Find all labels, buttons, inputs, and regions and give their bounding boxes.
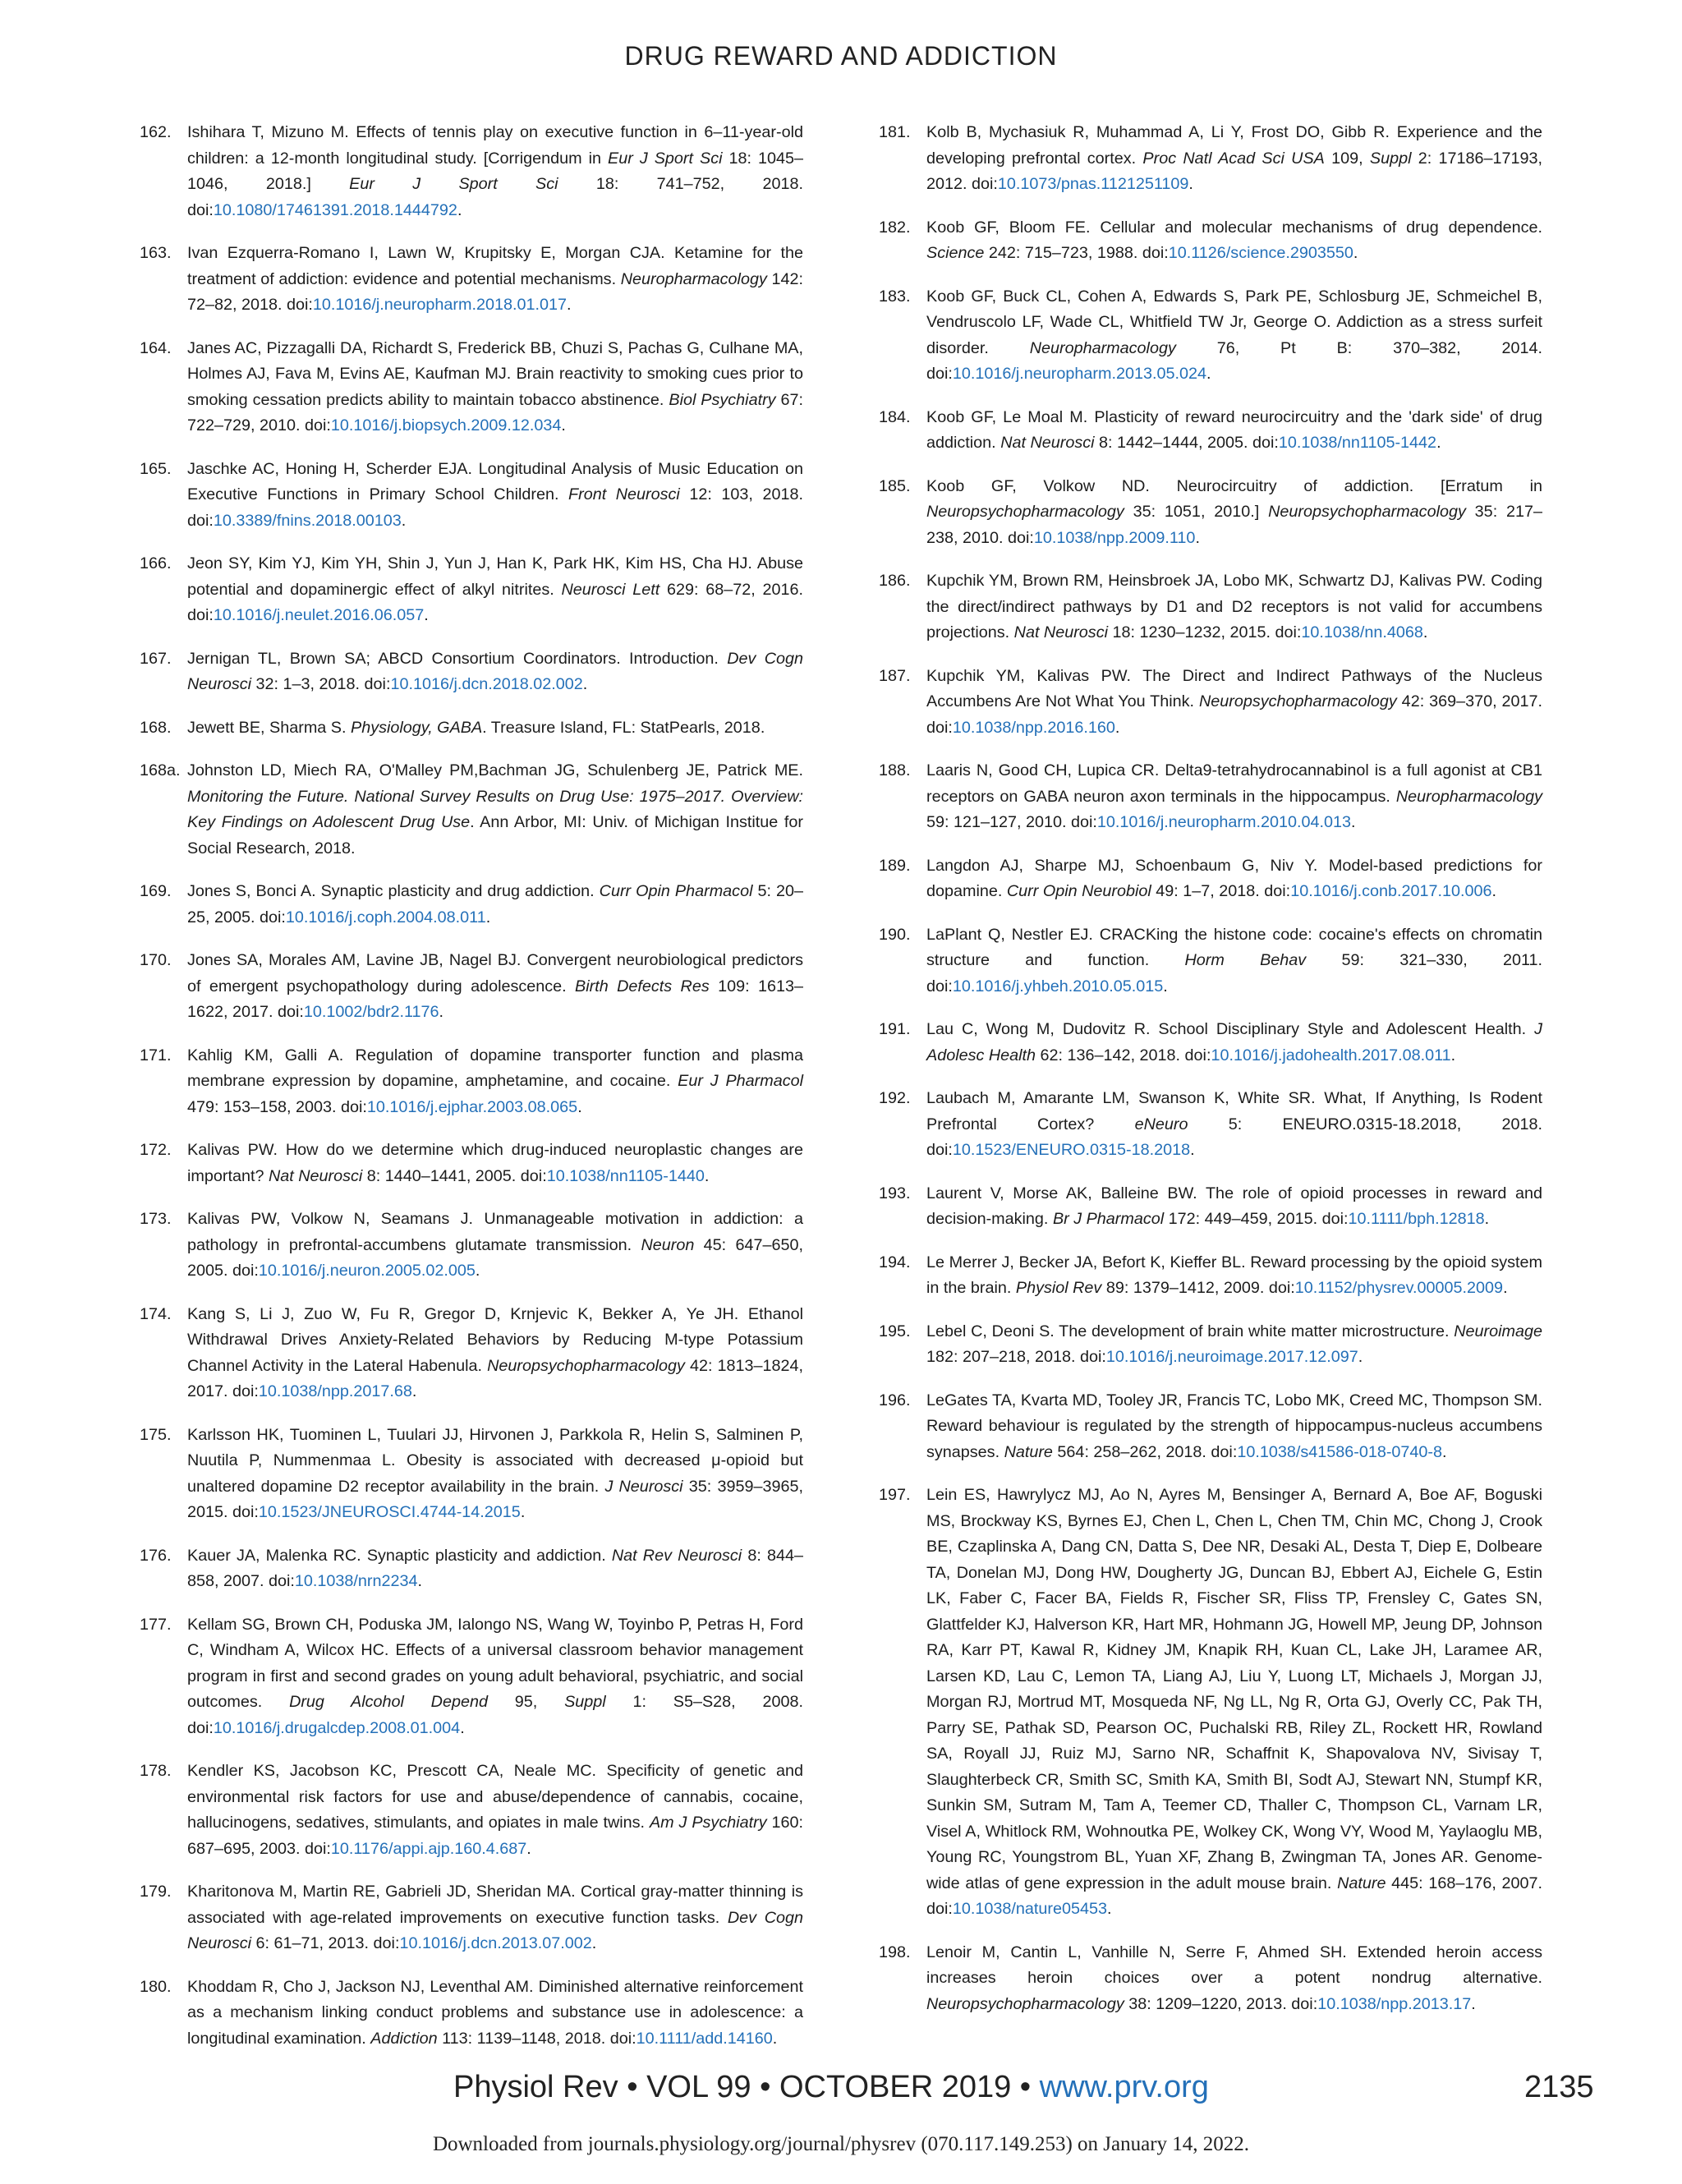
reference-text: . <box>591 1934 597 1952</box>
journal-volume: VOL 99 <box>646 2070 751 2104</box>
download-note: Downloaded from journals.physiology.org/journal/physrev (070.117.149.253) on January 14, 2022. <box>432 2133 1250 2155</box>
journal-title: Eur J Sport Sci <box>349 175 558 193</box>
doi-link[interactable]: 10.1016/j.yhbeh.2010.05.015 <box>952 977 1164 995</box>
doi-link[interactable]: 10.1111/add.14160 <box>636 2029 773 2048</box>
doi-link[interactable]: 10.1038/npp.2013.17 <box>1317 1994 1472 2013</box>
reference-entry <box>140 551 803 629</box>
reference-entry <box>140 1302 803 1405</box>
journal-title: Nat Neurosci <box>268 1166 363 1185</box>
reference-text: 5: ENEURO.0315-18.2018, 2018. doi: <box>926 1115 1542 1159</box>
reference-entry <box>879 1086 1542 1164</box>
journal-title: Physiol Rev <box>1015 1279 1102 1297</box>
reference-text: Khoddam R, Cho J, Jackson NJ, Leventhal AM. Diminished alternative reinforcement as a mechanism linking conduct problems and substance use in adolescence: a longitudinal examination. <box>187 1977 803 2048</box>
reference-entry <box>879 1319 1542 1371</box>
reference-number: 194. <box>879 1253 911 1271</box>
journal-title: Curr Opin Neurobiol <box>1006 882 1151 900</box>
doi-link[interactable]: 10.1523/JNEUROSCI.4744-14.2015 <box>258 1503 521 1521</box>
reference-text: 8: 1442–1444, 2005. doi: <box>1094 434 1279 452</box>
journal-title: Neuropsychopharmacology <box>487 1356 685 1375</box>
reference-text: Le Merrer J, Becker JA, Befort K, Kieffer BL. Reward processing by the opioid system in the brain. <box>926 1253 1542 1297</box>
doi-link[interactable]: 10.1038/npp.2017.68 <box>258 1382 412 1400</box>
doi-link[interactable]: 10.1016/j.ejphar.2003.08.065 <box>366 1097 578 1116</box>
reference-text: Janes AC, Pizzagalli DA, Richardt S, Frederick BB, Chuzi S, Pachas G, Culhane MA, Holmes AJ, Fava M, Evins AE, Kaufman MJ. Brain reactivity to smoking cues prior to smoking cessation predicts ability to maintain tobacco abstinence. <box>187 338 803 409</box>
reference-text: Kolb B, Mychasiuk R, Muhammad A, Li Y, Frost DO, Gibb R. Experience and the developing prefrontal cortex. <box>926 123 1542 168</box>
reference-entry <box>140 1543 803 1595</box>
reference-text: . <box>1436 434 1441 452</box>
doi-link[interactable]: 10.1016/j.neuropharm.2010.04.013 <box>1096 813 1351 831</box>
reference-number: 163. <box>140 244 172 262</box>
reference-text: Kalivas PW, Volkow N, Seamans J. Unmanageable motivation in addiction: a pathology in prefrontal-accumbens glutamate transmission. <box>187 1210 803 1254</box>
reference-entry <box>140 336 803 439</box>
doi-link[interactable]: 10.1038/nn1105-1442 <box>1278 434 1437 452</box>
doi-link[interactable]: 10.1016/j.conb.2017.10.006 <box>1290 882 1492 900</box>
reference-text: 182: 207–218, 2018. doi: <box>926 1348 1106 1366</box>
journal-title: Dev Cogn Neurosci <box>187 649 804 693</box>
reference-number: 192. <box>879 1089 911 1107</box>
reference-entry <box>140 1879 803 1957</box>
reference-number: 193. <box>879 1184 911 1202</box>
reference-text: 109: 1613–1622, 2017. doi: <box>187 977 803 1021</box>
reference-text: 59: 121–127, 2010. doi: <box>926 813 1097 831</box>
reference-entry <box>140 1138 803 1189</box>
reference-text: . <box>1206 365 1211 383</box>
reference-text: LeGates TA, Kvarta MD, Tooley JR, Francis TC, Lobo MK, Creed MC, Thompson SM. Reward behaviour is regulated by the strength of hippocampus-nucleus accumbens synapses. <box>926 1391 1542 1461</box>
reference-entry <box>140 715 803 742</box>
running-head: DRUG REWARD AND ADDICTION <box>624 41 1058 71</box>
reference-number: 183. <box>879 287 911 306</box>
reference-text: 242: 715–723, 1988. doi: <box>984 244 1169 262</box>
journal-title: Neuropsychopharmacology <box>1198 692 1397 710</box>
reference-entry <box>879 568 1542 646</box>
doi-link[interactable]: 10.1016/j.dcn.2018.02.002 <box>390 675 583 693</box>
journal-title: Curr Opin Pharmacol <box>599 882 753 900</box>
doi-link[interactable]: 10.1038/nn1105-1440 <box>546 1166 705 1185</box>
reference-text: . <box>1484 1210 1490 1228</box>
journal-title: Dev Cogn Neurosci <box>187 1908 804 1952</box>
reference-number: 164. <box>140 338 172 357</box>
reference-text: Lebel C, Deoni S. The development of brain white matter microstructure. <box>926 1322 1455 1340</box>
reference-entry <box>879 284 1542 388</box>
reference-entry <box>879 664 1542 742</box>
reference-text: 62: 136–142, 2018. doi: <box>1036 1046 1211 1064</box>
doi-link[interactable]: 10.1016/j.drugalcdep.2008.01.004 <box>213 1718 461 1737</box>
reference-number: 191. <box>879 1020 911 1038</box>
journal-title: Neuropharmacology <box>1029 338 1176 357</box>
reference-text: 160: 687–695, 2003. doi: <box>187 1814 804 1858</box>
doi-link[interactable]: 10.1073/pnas.1121251109 <box>997 175 1189 193</box>
reference-text: Koob GF, Buck CL, Cohen A, Edwards S, Park PE, Schlosburg JE, Schmeichel B, Vendruscolo LF, Wade CL, Whitfield TW Jr, George O. Addiction as a stress surfeit disorder. <box>926 287 1542 357</box>
reference-text: Langdon AJ, Sharpe MJ, Schoenbaum G, Niv Y. Model-based predictions for dopamine. <box>926 856 1542 900</box>
reference-entry <box>879 922 1542 1000</box>
reference-entry <box>879 1388 1542 1466</box>
journal-title: Physiology, GABA <box>351 718 483 737</box>
reference-text: Lau C, Wong M, Dudovitz R. School Disciplinary Style and Adolescent Health. <box>926 1020 1535 1038</box>
reference-text: . <box>1358 1348 1363 1366</box>
reference-text: . <box>526 1839 531 1858</box>
reference-number: 162. <box>140 123 172 141</box>
reference-text: . <box>704 1166 710 1185</box>
reference-text: 35: 3959–3965, 2015. doi: <box>187 1477 803 1521</box>
reference-number: 166. <box>140 554 172 572</box>
reference-number: 188. <box>879 761 911 779</box>
reference-text: . <box>1442 1442 1447 1461</box>
journal-title: Science <box>926 244 985 262</box>
reference-number: 172. <box>140 1141 172 1159</box>
reference-number: 187. <box>879 666 911 685</box>
reference-text: 479: 153–158, 2003. doi: <box>187 1097 367 1116</box>
reference-number: 195. <box>879 1322 911 1340</box>
journal-title: Br J Pharmacol <box>1052 1210 1165 1228</box>
reference-text: Kellam SG, Brown CH, Poduska JM, Ialongo NS, Wang W, Toyinbo P, Petras H, Ford C, Windham A, Wilcox HC. Effects of a universal classroom behavior management program in first and second grades on young adult behavioral, psychiatric, and social outcomes. <box>187 1615 803 1711</box>
journal-title: Drug Alcohol Depend <box>289 1693 488 1711</box>
reference-text: Laaris N, Good CH, Lupica CR. Delta9-tetrahydrocannabinol is a full agonist at CB1 receptors on GABA neuron axon terminals in the hippocampus. <box>926 761 1542 806</box>
reference-text: . <box>772 2029 778 2048</box>
reference-entry <box>140 1612 803 1742</box>
reference-entry <box>879 853 1542 905</box>
reference-text: 6: 61–71, 2013. doi: <box>251 1934 400 1952</box>
journal-title: Nature <box>1004 1442 1053 1461</box>
reference-text: . <box>439 1003 444 1021</box>
journal-title: eNeuro <box>1134 1115 1188 1133</box>
reference-number: 186. <box>879 572 911 590</box>
reference-text: Kupchik YM, Kalivas PW. The Direct and Indirect Pathways of the Nucleus Accumbens Are Not What You Think. <box>926 666 1542 710</box>
doi-link[interactable]: 10.1080/17461391.2018.1444792 <box>213 200 457 219</box>
reference-text: Ivan Ezquerra-Romano I, Lawn W, Krupitsky E, Morgan CJA. Ketamine for the treatment of addiction: evidence and potential mechanisms. <box>187 244 803 288</box>
journal-title: Horm Behav <box>1184 951 1307 969</box>
reference-text: 12: 103, 2018. doi: <box>187 485 803 530</box>
journal-title: Eur J Sport Sci <box>608 149 723 168</box>
journal-title: Neuroimage <box>1454 1322 1542 1340</box>
reference-number: 182. <box>879 218 911 237</box>
reference-text: . <box>1350 813 1356 831</box>
reference-number: 174. <box>140 1304 172 1323</box>
doi-link[interactable]: 10.1016/j.neuroimage.2017.12.097 <box>1105 1348 1358 1366</box>
reference-text: 5: 20–25, 2005. doi: <box>187 882 804 926</box>
doi-link[interactable]: 10.1038/nature05453 <box>952 1900 1108 1918</box>
doi-link[interactable]: 10.3389/fnins.2018.00103 <box>213 511 402 530</box>
reference-entry <box>140 1207 803 1285</box>
reference-text: 42: 369–370, 2017. doi: <box>926 692 1543 737</box>
reference-text: 95, <box>487 1693 565 1711</box>
reference-text: Jernigan TL, Brown SA; ABCD Consortium Coordinators. Introduction. <box>187 649 728 668</box>
reference-text: Karlsson HK, Tuominen L, Tuulari JJ, Hirvonen J, Parkkola R, Helin S, Salminen P, Nuutila P, Nummenmaa L. Obesity is associated with decreased μ-opioid but unaltered dopamine D2 receptor availability in the brain. <box>187 1425 803 1496</box>
reference-text: 113: 1139–1148, 2018. doi: <box>437 2029 636 2048</box>
doi-link[interactable]: 10.1016/j.neuropharm.2018.01.017 <box>312 296 567 314</box>
reference-text: Kahlig KM, Galli A. Regulation of dopamine transporter function and plasma membrane expression by dopamine, amphetamine, and cocaine. <box>187 1046 803 1090</box>
doi-link[interactable]: 10.1016/j.neuron.2005.02.005 <box>258 1262 476 1280</box>
reference-text: 42: 1813–1824, 2017. doi: <box>187 1356 804 1400</box>
journal-title: Neuropharmacology <box>620 269 767 288</box>
reference-number: 176. <box>140 1546 172 1565</box>
reference-text: 45: 647–650, 2005. doi: <box>187 1235 803 1280</box>
doi-link[interactable]: 10.1152/physrev.00005.2009 <box>1294 1279 1504 1297</box>
reference-text: Johnston LD, Miech RA, O'Malley PM,Bachman JG, Schulenberg JE, Patrick ME. <box>187 761 803 779</box>
reference-number: 169. <box>140 882 172 900</box>
doi-link[interactable]: 10.1176/appi.ajp.160.4.687 <box>330 1839 527 1858</box>
reference-text: . <box>1114 718 1120 737</box>
reference-text: Jones S, Bonci A. Synaptic plasticity and drug addiction. <box>187 882 600 900</box>
reference-text: . <box>561 416 566 435</box>
reference-text: . <box>1503 1279 1508 1297</box>
reference-text: 109, <box>1324 149 1370 168</box>
reference-text: . <box>417 1572 422 1590</box>
doi-link[interactable]: 10.1038/nrn2234 <box>294 1572 418 1590</box>
reference-text: Kalivas PW. How do we determine which drug-induced neuroplastic changes are important? <box>187 1141 803 1185</box>
reference-entry <box>879 405 1542 457</box>
reference-entry <box>140 1043 803 1121</box>
reference-entry <box>879 758 1542 836</box>
journal-title: Eur J Pharmacol <box>678 1072 803 1090</box>
reference-number: 181. <box>879 123 911 141</box>
reference-text: 18: 1045–1046, 2018.] <box>187 149 804 193</box>
reference-text: Lenoir M, Cantin L, Vanhille N, Serre F, Ahmed SH. Extended heroin access increases heroin choices over a potent nondrug alternative. <box>926 1943 1542 1987</box>
reference-text: Lein ES, Hawrylycz MJ, Ao N, Ayres M, Bensinger A, Bernard A, Boe AF, Boguski MS, Brockway KS, Byrnes EJ, Chen L, Chen L, Chen TM, Chin MC, Chong J, Crook BE, Czaplinska A, Dang CN, Datta S, Dee NR, Desaki AL, Desta T, Diep E, Dolbeare TA, Donelan MJ, Dong HW, Dougherty JG, Duncan BJ, Ebbert AJ, Eichele G, Estin LK, Faber C, Facer BA, Fields R, Fischer SR, Fliss TP, Frensley C, Gates SN, Glattfelder KJ, Halverson KR, Hart MR, Hohmann JG, Howell MP, Jeung DP, Johnson RA, Karr PT, Kawal R, Kidney JM, Knapik RH, Kuan CL, Lake JH, Laramee AR, Larsen KD, Lau C, Lemon TA, Liang AJ, Liu Y, Luong LT, Michaels J, Morgan JJ, Morgan RJ, Mortrud MT, Mosqueda NF, Ng LL, Ng R, Orta GJ, Overly CC, Pak TH, Parry SE, Pathak SD, Pearson OC, Puchalski RB, Riley ZL, Rockett HR, Rowland SA, Royall JJ, Ruiz MJ, Sarno NR, Schaffnit K, Shapovalova NV, Sivisay T, Slaughterbeck CR, Smith SC, Smith KA, Smith BI, Sodt AJ, Stewart NN, Stumpf KR, Sunkin SM, Sutram M, Tam A, Teemer CD, Thaller C, Thompson CL, Varnam LR, Visel A, Whitlock RM, Wohnoutka PE, Wolkey CK, Wong VY, Wood M, Yaylaoglu MB, Young RC, Youngstrom BL, Yuan XF, Zhang B, Zwingman TA, Jones AR. Genome-wide atlas of gene expression in the adult mouse brain. <box>926 1486 1542 1892</box>
journal-title: Am J Psychiatry <box>649 1814 767 1832</box>
reference-text: . <box>1188 175 1193 193</box>
doi-link[interactable]: 10.1016/j.coph.2004.08.011 <box>285 908 486 926</box>
doi-link[interactable]: 10.1038/s41586-018-0740-8 <box>1237 1442 1442 1461</box>
reference-entry <box>140 1975 803 2053</box>
doi-link[interactable]: 10.1038/npp.2009.110 <box>1033 528 1196 547</box>
reference-text: . <box>582 675 588 693</box>
journal-title: Biol Psychiatry <box>669 390 776 409</box>
reference-text: 2: 17186–17193, 2012. doi: <box>926 149 1543 193</box>
reference-entry <box>879 120 1542 198</box>
reference-text: 8: 1440–1441, 2005. doi: <box>362 1166 547 1185</box>
footer-separator: • <box>618 2070 647 2104</box>
reference-number: 165. <box>140 459 172 478</box>
journal-footer <box>453 2070 1209 2105</box>
journal-title: Suppl <box>564 1693 606 1711</box>
reference-text: Jaschke AC, Honing H, Scherder EJA. Longitudinal Analysis of Music Education on Executive Functions in Primary School Children. <box>187 459 803 503</box>
doi-link[interactable]: 10.1016/j.neuropharm.2013.05.024 <box>952 365 1206 383</box>
reference-entry <box>140 948 803 1026</box>
journal-title: J Adolesc Health <box>926 1020 1542 1064</box>
doi-link[interactable]: 10.1111/bph.12818 <box>1348 1210 1485 1228</box>
doi-link[interactable]: 10.1016/j.jadohealth.2017.08.011 <box>1211 1046 1451 1064</box>
reference-entry <box>879 1940 1542 2018</box>
journal-title: Neuron <box>641 1235 695 1254</box>
reference-number: 175. <box>140 1425 172 1444</box>
reference-number: 168a. <box>140 761 181 779</box>
journal-title: Monitoring the Future. National Survey Results on Drug Use: 1975–2017. Overview: Key Findings on Adolescent Drug Use <box>187 787 803 831</box>
reference-text: . <box>457 200 462 219</box>
reference-text: 32: 1–3, 2018. doi: <box>251 675 391 693</box>
reference-text: Jeon SY, Kim YJ, Kim YH, Shin J, Yun J, Han K, Park HK, Kim HS, Cha HJ. Abuse potential and dopaminergic effect of alkyl nitrites. <box>187 554 803 599</box>
doi-link[interactable]: 10.1126/science.2903550 <box>1168 244 1353 262</box>
doi-link[interactable]: 10.1523/ENEURO.0315-18.2018 <box>952 1141 1191 1159</box>
reference-number: 190. <box>879 925 911 944</box>
reference-number: 196. <box>879 1391 911 1409</box>
reference-text: 564: 258–262, 2018. doi: <box>1052 1442 1238 1461</box>
reference-number: 168. <box>140 718 172 737</box>
journal-title: Birth Defects Res <box>575 977 710 995</box>
reference-text: . <box>1163 977 1168 995</box>
reference-text: 35: 1051, 2010.] <box>1124 503 1269 521</box>
reference-text: . <box>1422 623 1428 641</box>
reference-text: . Treasure Island, FL: StatPearls, 2018. <box>482 718 765 737</box>
reference-text: 38: 1209–1220, 2013. doi: <box>1124 1994 1318 2013</box>
reference-number: 184. <box>879 407 911 426</box>
reference-text: . <box>1107 1900 1112 1918</box>
reference-text: 35: 217–238, 2010. doi: <box>926 503 1543 547</box>
reference-text: 18: 741–752, 2018. doi: <box>187 175 803 219</box>
reference-text: 629: 68–72, 2016. doi: <box>187 580 803 624</box>
journal-title: Nat Neurosci <box>1000 434 1095 452</box>
reference-text: 89: 1379–1412, 2009. doi: <box>1101 1279 1295 1297</box>
reference-number: 177. <box>140 1615 172 1634</box>
reference-number: 171. <box>140 1046 172 1064</box>
reference-text: Kendler KS, Jacobson KC, Prescott CA, Neale MC. Specificity of genetic and environmental risk factors for use and abuse/dependence of cannabis, cocaine, hallucinogens, sedatives, stimulants, and opiates in male twins. <box>187 1762 803 1832</box>
reference-text: . <box>1195 528 1200 547</box>
reference-number: 173. <box>140 1210 172 1228</box>
reference-text: . <box>520 1503 526 1521</box>
reference-text: . <box>1450 1046 1456 1064</box>
reference-text: Kauer JA, Malenka RC. Synaptic plasticity and addiction. <box>187 1546 612 1565</box>
reference-text: . <box>424 606 429 624</box>
reference-text: 1: S5–S28, 2008. doi: <box>187 1693 803 1737</box>
journal-name: Physiol Rev <box>453 2070 618 2104</box>
journal-title: Addiction <box>370 2029 438 2048</box>
doi-link[interactable]: 10.1038/npp.2016.160 <box>952 718 1115 737</box>
reference-number: 170. <box>140 951 172 969</box>
reference-number: 197. <box>879 1486 911 1504</box>
reference-number: 198. <box>879 1943 911 1961</box>
reference-entry <box>879 1483 1542 1923</box>
doi-link[interactable]: 10.1016/j.dcn.2013.07.002 <box>399 1934 592 1952</box>
reference-text: . <box>475 1262 480 1280</box>
reference-text: Kupchik YM, Brown RM, Heinsbroek JA, Lobo MK, Schwartz DJ, Kalivas PW. Coding the direct/indirect pathways by D1 and D2 receptors is not valid for accumbens projections. <box>926 572 1542 641</box>
journal-title: Neurosci Lett <box>561 580 660 599</box>
reference-text: . <box>1190 1141 1195 1159</box>
reference-entry <box>140 1423 803 1526</box>
reference-entry <box>140 457 803 535</box>
page-number: 2135 <box>1524 2070 1594 2104</box>
reference-number: 189. <box>879 856 911 875</box>
reference-text: Jewett BE, Sharma S. <box>187 718 351 737</box>
reference-text: . <box>485 908 491 926</box>
reference-text: . <box>411 1382 417 1400</box>
reference-number: 167. <box>140 649 172 668</box>
reference-text: 67: 722–729, 2010. doi: <box>187 390 803 435</box>
reference-number: 178. <box>140 1762 172 1780</box>
journal-title: Proc Natl Acad Sci USA <box>1142 149 1325 168</box>
reference-entry <box>140 646 803 698</box>
reference-number: 185. <box>879 476 911 495</box>
reference-text: . <box>1353 244 1358 262</box>
reference-text: Ishihara T, Mizuno M. Effects of tennis play on executive function in 6–11-year-old children: a 12-month longitudinal study. [Corrigendum in <box>187 123 803 168</box>
reference-entry <box>879 1250 1542 1302</box>
reference-text: Koob GF, Le Moal M. Plasticity of reward neurocircuitry and the 'dark side' of drug addiction. <box>926 407 1542 452</box>
reference-number: 180. <box>140 1977 172 1996</box>
reference-text: . <box>1491 882 1496 900</box>
reference-text: Laubach M, Amarante LM, Swanson K, White SR. What, If Anything, Is Rodent Prefrontal Cortex? <box>926 1089 1542 1133</box>
journal-title: Neuropharmacology <box>1395 787 1542 806</box>
doi-link[interactable]: 10.1016/j.biopsych.2009.12.034 <box>330 416 562 435</box>
reference-entry <box>140 1759 803 1862</box>
reference-number: 179. <box>140 1883 172 1901</box>
reference-text: . <box>577 1097 582 1116</box>
reference-text: 18: 1230–1232, 2015. doi: <box>1108 623 1302 641</box>
doi-link[interactable]: 10.1038/nn.4068 <box>1301 623 1423 641</box>
reference-text: 59: 321–330, 2011. doi: <box>926 951 1542 995</box>
reference-column-right <box>879 120 1542 2035</box>
footer-separator: • <box>1011 2070 1040 2104</box>
reference-text: . <box>1471 1994 1476 2013</box>
reference-text: Koob GF, Volkow ND. Neurocircuitry of addiction. [Erratum in <box>926 476 1542 495</box>
reference-entry <box>140 120 803 223</box>
reference-entry <box>879 215 1542 267</box>
reference-entry <box>879 1181 1542 1233</box>
reference-entry <box>140 879 803 931</box>
reference-text: 49: 1–7, 2018. doi: <box>1151 882 1291 900</box>
reference-text: 142: 72–82, 2018. doi: <box>187 269 803 314</box>
journal-title: Front Neurosci <box>568 485 680 503</box>
reference-text: Jones SA, Morales AM, Lavine JB, Nagel BJ. Convergent neurobiological predictors of emergent psychopathology during adolescence. <box>187 951 803 995</box>
reference-column-left <box>140 120 803 2069</box>
reference-entry <box>879 474 1542 552</box>
reference-text: . <box>401 511 407 530</box>
journal-title: Neuropsychopharmacology <box>1268 503 1466 521</box>
reference-text: . <box>460 1718 465 1737</box>
journal-title: Neuropsychopharmacology <box>926 503 1124 521</box>
reference-text: 8: 844–858, 2007. doi: <box>187 1546 803 1590</box>
reference-text: 445: 168–176, 2007. doi: <box>926 1874 1542 1918</box>
reference-text: LaPlant Q, Nestler EJ. CRACKing the histone code: cocaine's effects on chromatin structure and function. <box>926 925 1542 969</box>
journal-title: Nat Rev Neurosci <box>611 1546 742 1565</box>
journal-title: Suppl <box>1369 149 1412 168</box>
reference-entry <box>879 1017 1542 1069</box>
journal-url-link[interactable]: www.prv.org <box>1039 2070 1209 2104</box>
journal-date: OCTOBER 2019 <box>779 2070 1012 2104</box>
reference-text: Koob GF, Bloom FE. Cellular and molecular mechanisms of drug dependence. <box>926 218 1542 237</box>
footer-separator: • <box>751 2070 779 2104</box>
journal-title: J Neurosci <box>604 1477 683 1496</box>
reference-text: Laurent V, Morse AK, Balleine BW. The role of opioid processes in reward and decision-making. <box>926 1184 1542 1228</box>
journal-title: Nature <box>1337 1874 1386 1892</box>
reference-text: 172: 449–459, 2015. doi: <box>1164 1210 1349 1228</box>
reference-text: . <box>566 296 572 314</box>
reference-entry <box>140 241 803 319</box>
reference-text: Kang S, Li J, Zuo W, Fu R, Gregor D, Krnjevic K, Bekker A, Ye JH. Ethanol Withdrawal Drives Anxiety-Related Behaviors by Reducing M-type Potassium Channel Activity in the Lateral Habenula. <box>187 1304 803 1375</box>
reference-entry <box>140 758 803 862</box>
doi-link[interactable]: 10.1002/bdr2.1176 <box>303 1003 439 1021</box>
journal-title: Neuropsychopharmacology <box>926 1994 1124 2013</box>
journal-title: Nat Neurosci <box>1013 623 1108 641</box>
doi-link[interactable]: 10.1016/j.neulet.2016.06.057 <box>213 606 425 624</box>
reference-text: Kharitonova M, Martin RE, Gabrieli JD, Sheridan MA. Cortical gray-matter thinning is associated with age-related improvements on executive function tasks. <box>187 1883 803 1927</box>
reference-text: 76, Pt B: 370–382, 2014. doi: <box>926 338 1542 383</box>
reference-text: . Ann Arbor, MI: Univ. of Michigan Institue for Social Research, 2018. <box>187 813 803 858</box>
